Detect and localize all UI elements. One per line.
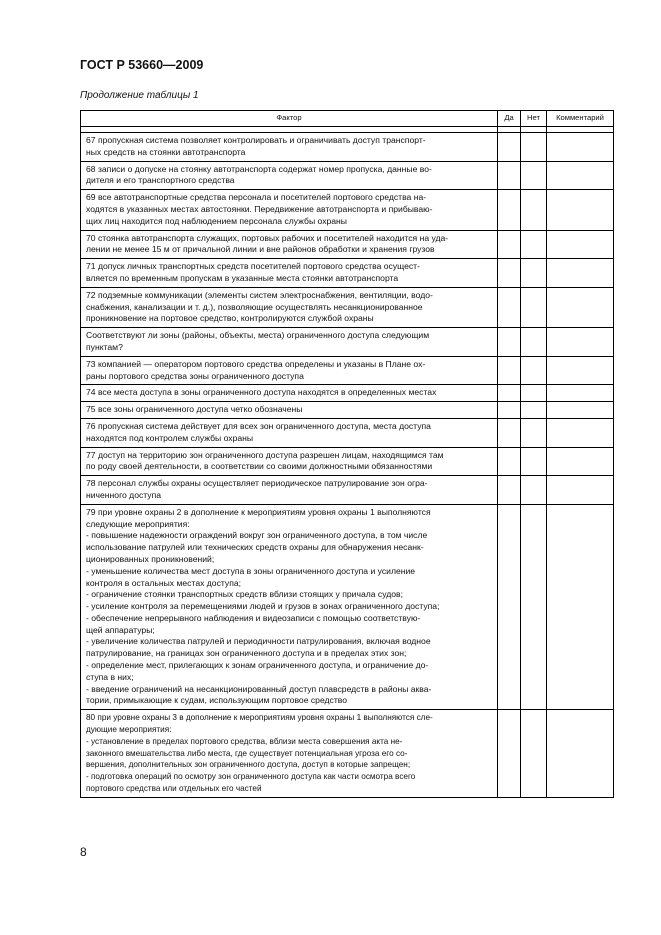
factor-text-line: ступа в них;: [86, 671, 134, 682]
factor-cell: [81, 402, 498, 419]
table-row: [81, 504, 614, 710]
yes-cell[interactable]: [498, 259, 521, 288]
factor-text-line: щей аппаратуры;: [86, 624, 155, 635]
yes-cell[interactable]: [498, 287, 521, 327]
factor-text-line: проникновение на портовое средство, контролируются службой охраны: [86, 313, 374, 324]
factor-text-line: 71 допуск личных транспортных средств посетителей портового средства осущест-: [86, 261, 420, 272]
table-row: [81, 385, 614, 402]
factor-text-line: - увеличение количества патрулей и периодичности патрулирования, включая водное: [86, 636, 431, 647]
factor-cell: [81, 418, 498, 447]
no-cell[interactable]: [521, 476, 547, 505]
factor-text-line: ционированных проникновений;: [86, 553, 215, 564]
factor-cell: [81, 476, 498, 505]
factor-text-line: пунктам?: [86, 341, 123, 352]
factor-text-line: дителя и его транспортного средства: [86, 175, 235, 186]
no-cell[interactable]: [521, 161, 547, 190]
factor-text-line: контроля в остальных местах доступа;: [86, 577, 242, 588]
table-header-row: [81, 111, 614, 127]
factor-text-line: вляется по временным пропускам в указанные места стоянки автотранспорта: [86, 272, 399, 283]
table-body: [81, 127, 614, 798]
column-header-comment: Комментарий: [547, 111, 614, 127]
table-row: [81, 476, 614, 505]
factor-text-line: следующие мероприятия:: [86, 518, 190, 529]
comment-cell[interactable]: [547, 287, 614, 327]
yes-cell[interactable]: [498, 356, 521, 385]
factor-cell: [81, 328, 498, 357]
column-header-factor: Фактор: [81, 111, 498, 127]
no-cell[interactable]: [521, 328, 547, 357]
factor-text-line: Соответствуют ли зоны (районы, объекты, места) ограниченного доступа следующим: [86, 330, 430, 341]
factor-text-line: вершения, дополнительных зон ограниченного доступа, доступ в которые запрещен;: [86, 760, 411, 770]
factor-text-line: раны портового средства зоны ограниченного доступа: [86, 370, 304, 381]
factor-text-line: находятся под контролем службы охраны: [86, 432, 254, 443]
factor-text-line: тории, примыкающие к судам, использующим портовое средство: [86, 695, 348, 706]
comment-cell[interactable]: [547, 328, 614, 357]
factor-text-line: 77 доступ на территорию зон ограниченного доступа разрешен лицам, находящимся там: [86, 449, 444, 460]
table-row: [81, 328, 614, 357]
factor-text-line: ходятся в указанных местах автостоянки. Передвижение автотранспорта и прибываю-: [86, 203, 433, 214]
factor-text-line: 72 подземные коммуникации (элементы систем электроснабжения, вентиляции, водо-: [86, 289, 433, 300]
comment-cell[interactable]: [547, 447, 614, 476]
table-caption: Продолжение таблицы 1: [80, 90, 199, 101]
no-cell[interactable]: [521, 287, 547, 327]
table-row: [81, 259, 614, 288]
table-row: [81, 133, 614, 162]
factor-text-line: - введение ограничений на несанкционированный доступ плавсредств в районы аква-: [86, 683, 432, 694]
factor-text-line: - уменьшение количества мест доступа в зоны ограниченного доступа и усиление: [86, 565, 416, 576]
yes-cell[interactable]: [498, 418, 521, 447]
yes-cell[interactable]: [498, 476, 521, 505]
factor-text-line: 80 при уровне охраны 3 в дополнение к мероприятиям уровня охраны 1 выполняются сле-: [86, 713, 433, 723]
factor-text-line: 74 все места доступа в зоны ограниченного доступа находятся в определенных местах: [86, 387, 437, 398]
factor-text-line: ниченного доступа: [86, 489, 162, 500]
comment-cell[interactable]: [547, 190, 614, 230]
factor-text-line: 68 записи о допуске на стоянку автотранспорта содержат номер пропуска, данные во-: [86, 163, 432, 174]
no-cell[interactable]: [521, 418, 547, 447]
factor-text-line: лении не менее 15 м от причальной линии и вне районов обработки и хранения грузов: [86, 244, 435, 255]
table-row: [81, 418, 614, 447]
no-cell[interactable]: [521, 133, 547, 162]
comment-cell[interactable]: [547, 133, 614, 162]
table-row: [81, 230, 614, 259]
factor-text-line: использование патрулей или технических средств охраны для обнаружения несанк-: [86, 542, 424, 553]
no-cell[interactable]: [521, 504, 547, 710]
table-row: [81, 287, 614, 327]
factor-text-line: 78 персонал службы охраны осуществляет периодическое патрулирование зон огра-: [86, 478, 428, 489]
factor-text-line: - подготовка операций по осмотру зон ограниченного доступа как части осмотра всего: [86, 772, 416, 782]
yes-cell[interactable]: [498, 504, 521, 710]
yes-cell[interactable]: [498, 133, 521, 162]
factor-text-line: щих лиц находится под наблюдением персонала службы охраны: [86, 215, 347, 226]
yes-cell[interactable]: [498, 385, 521, 402]
factor-cell: [81, 259, 498, 288]
no-cell[interactable]: [521, 356, 547, 385]
comment-cell[interactable]: [547, 356, 614, 385]
factor-text-line: - установление в пределах портового средства, вблизи места совершения акта не-: [86, 736, 403, 746]
factor-text-line: - обеспечение непрерывного наблюдения и видеозаписи с помощью соответствую-: [86, 612, 421, 623]
factor-text-line: 70 стоянка автотранспорта служащих, портовых рабочих и посетителей находится на уда-: [86, 232, 449, 243]
factor-cell: [81, 447, 498, 476]
factor-text-line: 75 все зоны ограниченного доступа четко обозначены: [86, 404, 303, 415]
factor-text-line: ных средств на стоянки автотранспорта: [86, 146, 246, 157]
factor-text-line: - повышение надежности ограждений вокруг зон ограниченного доступа, в том числе: [86, 530, 428, 541]
factor-text-line: - определение мест, прилегающих к зонам ограниченного доступа, и ограничение до-: [86, 660, 429, 671]
factor-cell: [81, 133, 498, 162]
factor-cell: [81, 287, 498, 327]
comment-cell[interactable]: [547, 230, 614, 259]
no-cell[interactable]: [521, 402, 547, 419]
factors-table: [80, 110, 614, 798]
factor-text-line: - ограничение стоянки транспортных средств вблизи стоящих у причала судов;: [86, 589, 403, 600]
table-row: [81, 356, 614, 385]
comment-cell[interactable]: [547, 259, 614, 288]
factor-cell: [81, 710, 498, 798]
document-title: ГОСТ Р 53660—2009: [80, 58, 204, 72]
column-header-no: Нет: [521, 111, 547, 127]
comment-cell[interactable]: [547, 161, 614, 190]
factor-cell: [81, 356, 498, 385]
table-row: [81, 447, 614, 476]
table-row: [81, 190, 614, 230]
yes-cell[interactable]: [498, 710, 521, 798]
comment-cell[interactable]: [547, 385, 614, 402]
factor-text-line: законного вмешательства либо места, где существует потенциальная угроза его со-: [86, 748, 408, 758]
comment-cell[interactable]: [547, 402, 614, 419]
factor-cell: [81, 385, 498, 402]
factor-text-line: 67 пропускная система позволяет контролировать и ограничивать доступ транспорт-: [86, 135, 426, 145]
factor-text-line: 69 все автотранспортные средства персонала и посетителей портового средства на-: [86, 192, 427, 203]
no-cell[interactable]: [521, 385, 547, 402]
no-cell[interactable]: [521, 259, 547, 288]
comment-cell[interactable]: [547, 710, 614, 798]
factor-text-line: портового средства или отдельных его частей: [86, 784, 262, 794]
table-row: [81, 161, 614, 190]
no-cell[interactable]: [521, 447, 547, 476]
factor-text-line: по роду своей деятельности, в соответствии со своими должностными обязанностями: [86, 461, 433, 472]
factor-text-line: 73 компанией — оператором портового средства определены и указаны в Плане ох-: [86, 358, 426, 369]
factor-text-line: дующие мероприятия:: [86, 725, 172, 735]
yes-cell[interactable]: [498, 447, 521, 476]
factor-cell: [81, 161, 498, 190]
factor-cell: [81, 190, 498, 230]
yes-cell[interactable]: [498, 190, 521, 230]
no-cell[interactable]: [521, 190, 547, 230]
factor-text-line: снабжения, канализации и т. д.), позволяющие осуществлять несанкционированное: [86, 301, 423, 312]
page-number: 8: [80, 845, 87, 859]
yes-cell[interactable]: [498, 161, 521, 190]
yes-cell[interactable]: [498, 328, 521, 357]
table-row: [81, 402, 614, 419]
factor-cell: [81, 504, 498, 710]
column-header-yes: Да: [498, 111, 521, 127]
comment-cell[interactable]: [547, 504, 614, 710]
factor-text-line: патрулирование, на границах зон ограниченного доступа и в пределах этих зон;: [86, 648, 407, 659]
yes-cell[interactable]: [498, 402, 521, 419]
yes-cell[interactable]: [498, 230, 521, 259]
factor-text-line: 76 пропускная система действует для всех зон ограниченного доступа, места доступа: [86, 420, 431, 431]
comment-cell[interactable]: [547, 418, 614, 447]
table-row: [81, 710, 614, 798]
comment-cell[interactable]: [547, 476, 614, 505]
factor-cell: [81, 230, 498, 259]
no-cell[interactable]: [521, 710, 547, 798]
no-cell[interactable]: [521, 230, 547, 259]
factor-text-line: - усиление контроля за перемещениями людей и грузов в зонах ограниченного доступа;: [86, 601, 440, 612]
factor-text-line: 79 при уровне охраны 2 в дополнение к мероприятиям уровня охраны 1 выполняются: [86, 506, 431, 517]
